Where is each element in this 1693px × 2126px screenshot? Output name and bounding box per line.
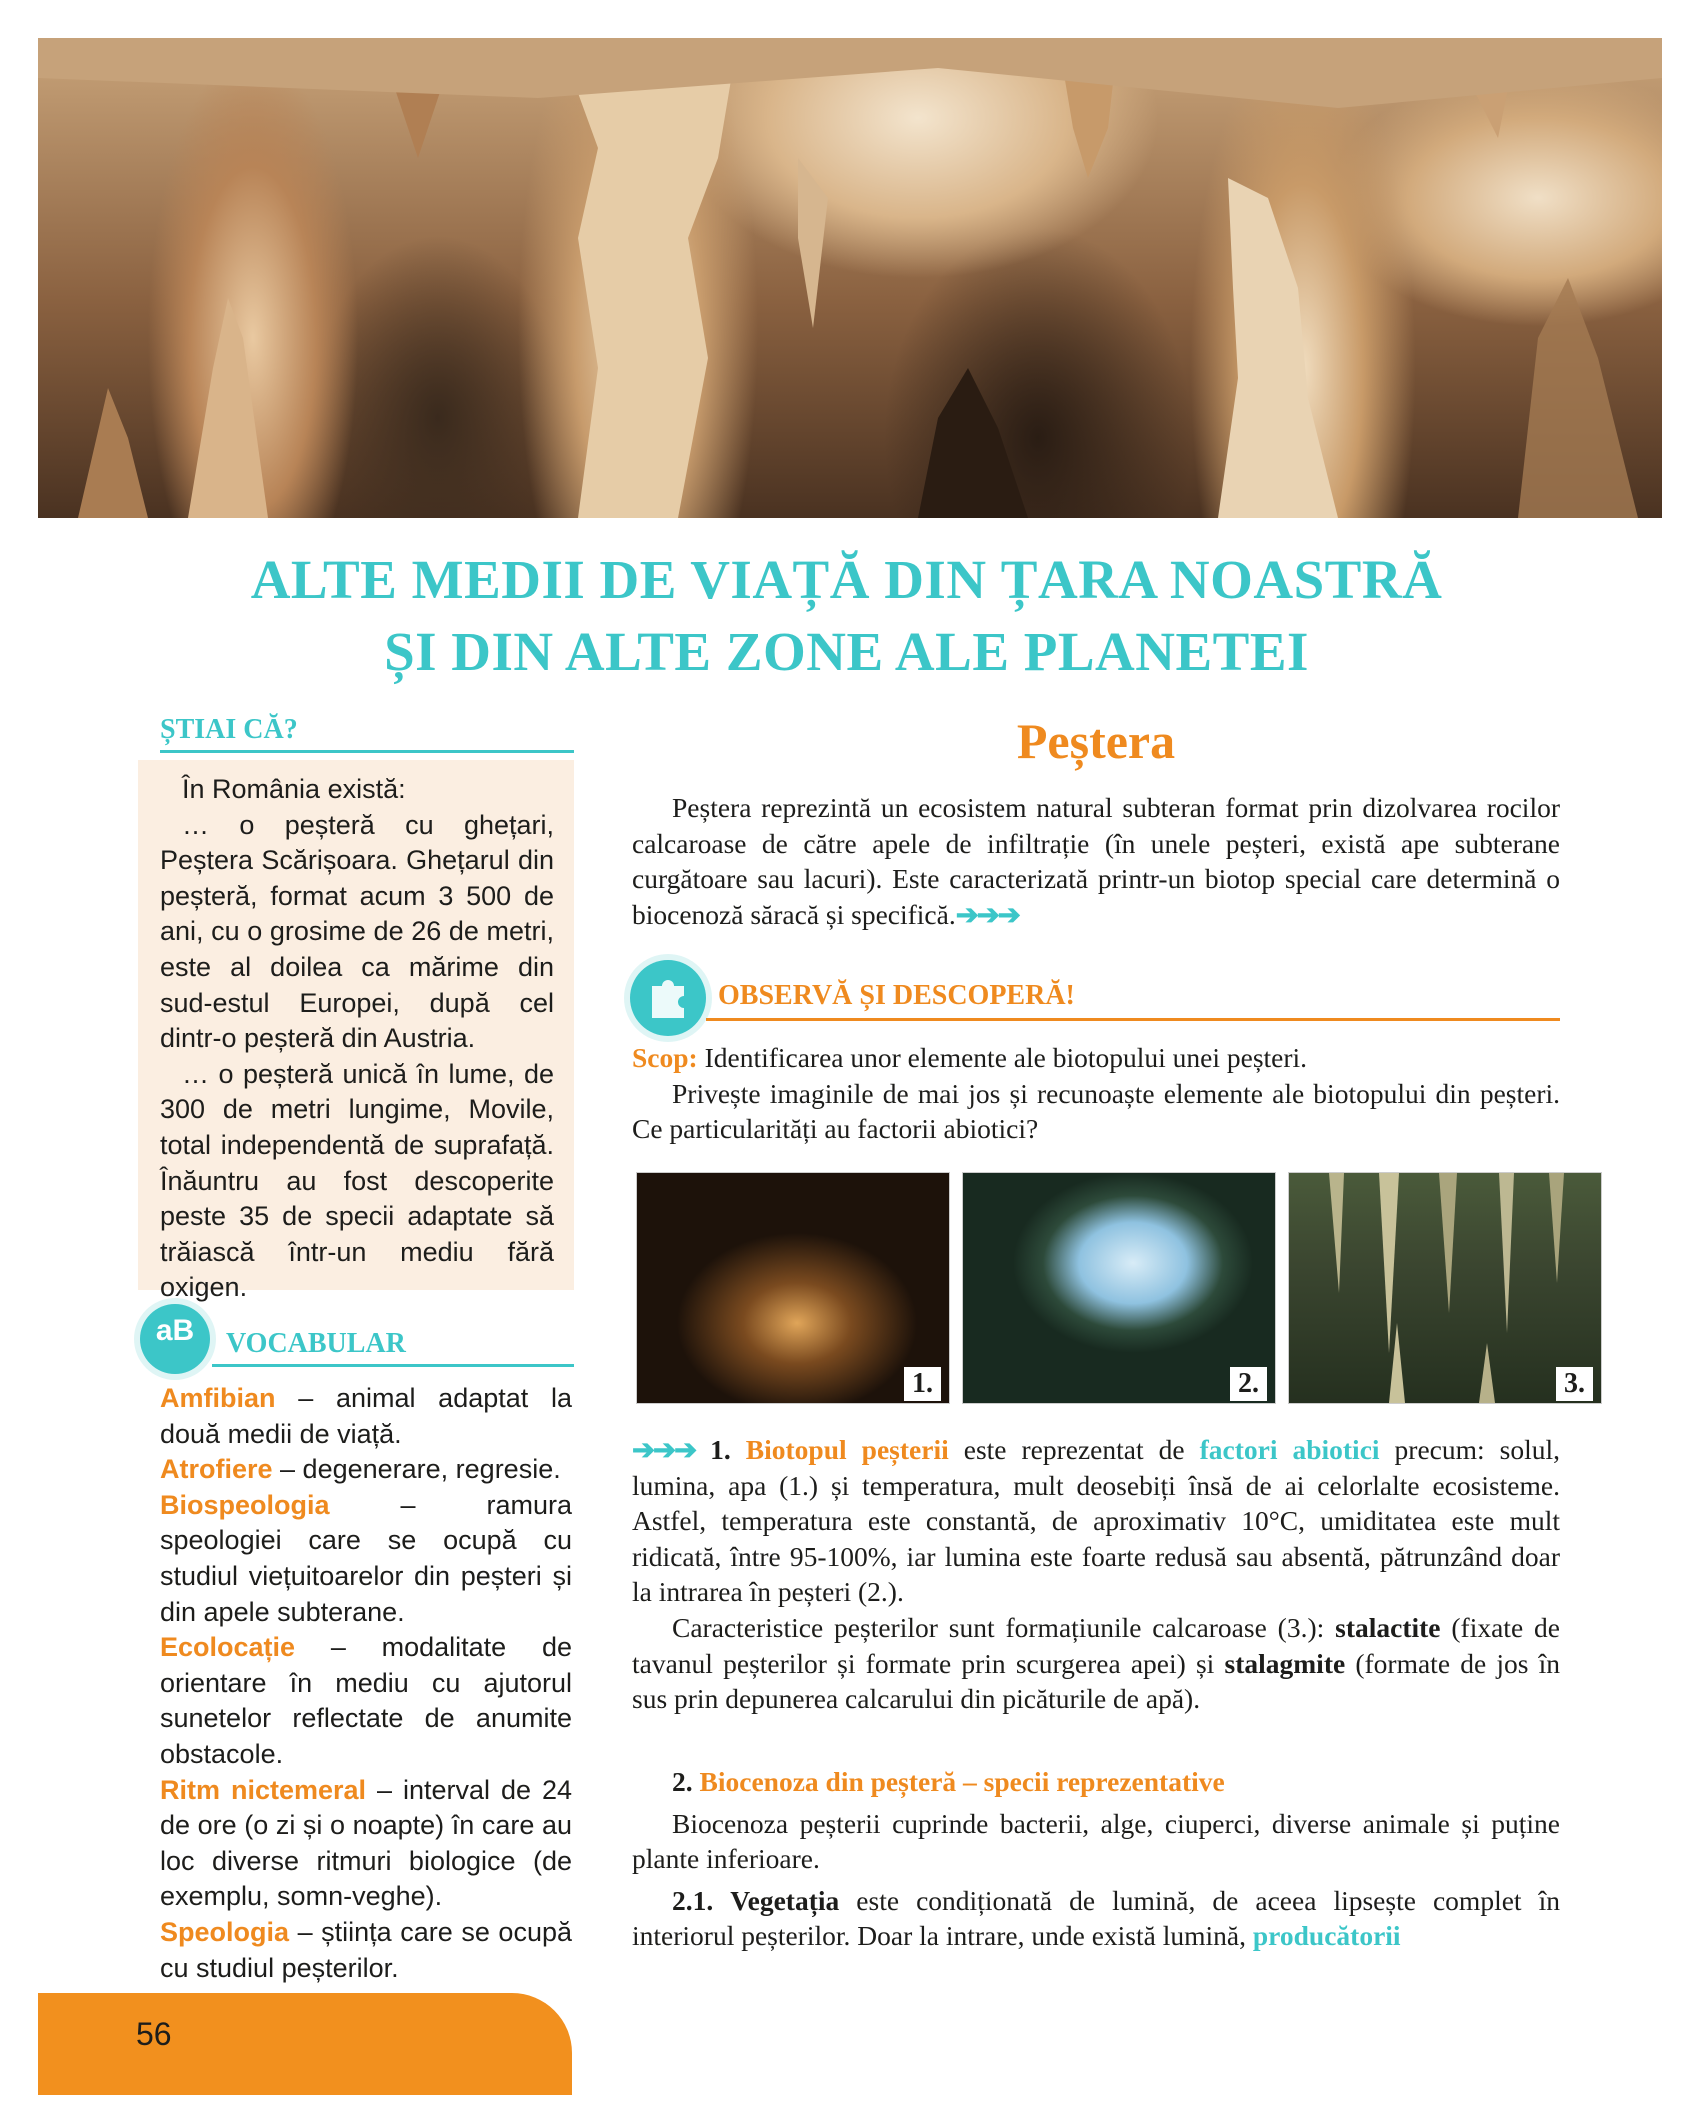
vocab-term: Biospeologia <box>160 1489 330 1520</box>
biotop-text-rest: precum: solul, lumina, apa (1.) și temperatura, mult deosebiți însă de ai celorlalte ecosisteme. Astfel, temperatura este constantă, de aproximativ 10°C, umiditatea este mult ridicată, între 95-100%, iar lumina este foarte redusă sau absentă, pătrunzând doar la intrarea în peșteri (2.). <box>632 1434 1561 1608</box>
photo-lake <box>636 1172 950 1404</box>
stiai-paragraph: În România există: <box>182 774 406 804</box>
observa-heading: OBSERVĂ ȘI DESCOPERĂ! <box>718 980 1075 1011</box>
biocenoza-title: Biocenoza din peșteră – specii reprezentative <box>699 1766 1225 1797</box>
stiai-text <box>160 772 554 1306</box>
page-title-line-2: ȘI DIN ALTE ZONE ALE PLANETEI <box>384 621 1309 682</box>
arrows-icon: ➔➔➔ <box>632 1434 696 1465</box>
vocab-def: – ramura speologiei care se ocupă cu studiul viețuitoarelor din peșteri și din apele subterane. <box>160 1489 572 1627</box>
page-number: 56 <box>136 2016 172 2052</box>
vocab-term: Speologia <box>160 1916 290 1947</box>
intro-text: Peștera reprezintă un ecosistem natural subteran format prin dizolvarea rocilor calcaroase de către apele de infiltrație (în unele peșteri, există ape subterane curgătoare sau lacuri). Este caracterizată printr-un biotop special care determină o biocenoză săracă și specifică. <box>632 792 1560 930</box>
vocab-icon <box>140 1304 210 1374</box>
stiai-underline <box>160 750 574 753</box>
photo-formations <box>1288 1172 1602 1404</box>
section-number: 1. <box>710 1434 731 1465</box>
vocab-heading: VOCABULAR <box>226 1328 406 1359</box>
vocab-icon-label: aB <box>155 1314 195 1347</box>
puzzle-icon <box>630 960 706 1036</box>
section-heading-pestera: Peștera <box>1016 713 1176 769</box>
stiai-paragraph: … o peșteră cu ghețari, Peștera Scărișoara. Ghețarul din peșteră, format acum 3 500 de ani, cu o grosime de 26 de metri, este al doilea ca mărime din sud-estul Europei, după cel dintr-o peșteră din Austria. <box>160 809 554 1054</box>
term-biotop: Biotopul peșterii <box>745 1434 949 1465</box>
term-factori-abiotici: factori abiotici <box>1199 1434 1380 1465</box>
intro-paragraph <box>632 790 1560 932</box>
vocab-def: – modalitate de orientare în mediu cu ajutorul sunetelor reflectate de anumite obstacole. <box>160 1632 572 1769</box>
term-stalactite: stalactite <box>1335 1611 1441 1643</box>
vocab-entry <box>160 1773 572 1915</box>
arrows-icon: ➔➔➔ <box>955 898 1019 930</box>
vocab-def: – știința care se ocupă cu studiul peșterilor. <box>160 1916 572 1983</box>
section-number: 2. <box>672 1766 693 1797</box>
vocab-def: – degenerare, regresie. <box>272 1454 561 1485</box>
vocab-def: – interval de 24 de ore (o zi și o noapte) în care au loc diverse ritmuri biologice (de exemplu, somn-veghe). <box>160 1774 572 1912</box>
term-producatorii: producătorii <box>1252 1920 1401 1952</box>
scop-label: Scop: <box>632 1042 698 1073</box>
vocab-entry <box>160 1488 572 1630</box>
vocab-entry <box>160 1381 572 1452</box>
biocenoza-text: Biocenoza peșterii cuprinde bacterii, alge, ciuperci, diverse animale și puține plante inferioare. <box>632 1807 1560 1875</box>
biocenoza-block <box>632 1764 1560 1954</box>
scop-block <box>632 1040 1560 1147</box>
page-title-line-1: ALTE MEDII DE VIAȚĂ DIN ȚARA NOASTRĂ <box>250 549 1443 610</box>
vocab-term: Ritm nictemeral <box>160 1774 367 1805</box>
photo-entrance <box>962 1172 1276 1404</box>
vocab-entry <box>160 1630 572 1772</box>
vocab-entry <box>160 1452 572 1488</box>
photo-label: 2. <box>1230 1367 1267 1401</box>
stiai-paragraph: … o peșteră unică în lume, de 300 de metri lungime, Movile, total independentă de suprafață. Înăuntru au fost descoperite peste 35 de specii adaptate să trăiască într-un mediu fără oxigen. <box>160 1058 554 1303</box>
photo-label: 1. <box>904 1367 941 1401</box>
photo-label: 3. <box>1556 1367 1593 1401</box>
biotop-block <box>632 1432 1560 1717</box>
vocab-term: Amfibian <box>160 1383 276 1413</box>
observa-underline <box>706 1018 1560 1021</box>
vocab-term: Atrofiere <box>160 1454 273 1485</box>
formatiuni-text: (fixate de tavanul peșterilor și formate prin scurgerea apei) și <box>632 1611 1560 1679</box>
vocab-term: Ecolocație <box>160 1632 296 1663</box>
formatiuni-text: Caracteristice peșterilor sunt formațiunile calcaroase (3.): <box>672 1611 1336 1643</box>
scop-text: Identificarea unor elemente ale biotopului unei peșteri. <box>697 1042 1308 1073</box>
vocab-def: – animal adaptat la două medii de viață. <box>160 1383 572 1449</box>
vocab-list <box>160 1381 572 1986</box>
vocab-entry <box>160 1915 572 1986</box>
biotop-text: este reprezentat de <box>948 1434 1200 1465</box>
term-stalagmite: stalagmite <box>1224 1647 1346 1679</box>
formatiuni-text: (formate de jos în sus prin depunerea calcarului din picăturile de apă). <box>632 1647 1560 1715</box>
footer-tab <box>38 1993 572 2095</box>
vocab-underline <box>212 1364 574 1367</box>
term-vegetatia: Vegetația <box>730 1884 840 1916</box>
priveste-text: Privește imaginile de mai jos și recunoaște elemente ale biotopului din peșteri. Ce particularități au factorii abiotici? <box>632 1077 1560 1145</box>
section-number: 2.1. <box>672 1884 714 1916</box>
vegetatia-text: este condiționată de lumină, de aceea lipsește complet în interiorul peșterilor. Doar la intrare, unde există lumină, <box>632 1884 1560 1952</box>
stiai-heading: ȘTIAI CĂ? <box>160 714 298 745</box>
hero-cave-image <box>38 38 1662 518</box>
